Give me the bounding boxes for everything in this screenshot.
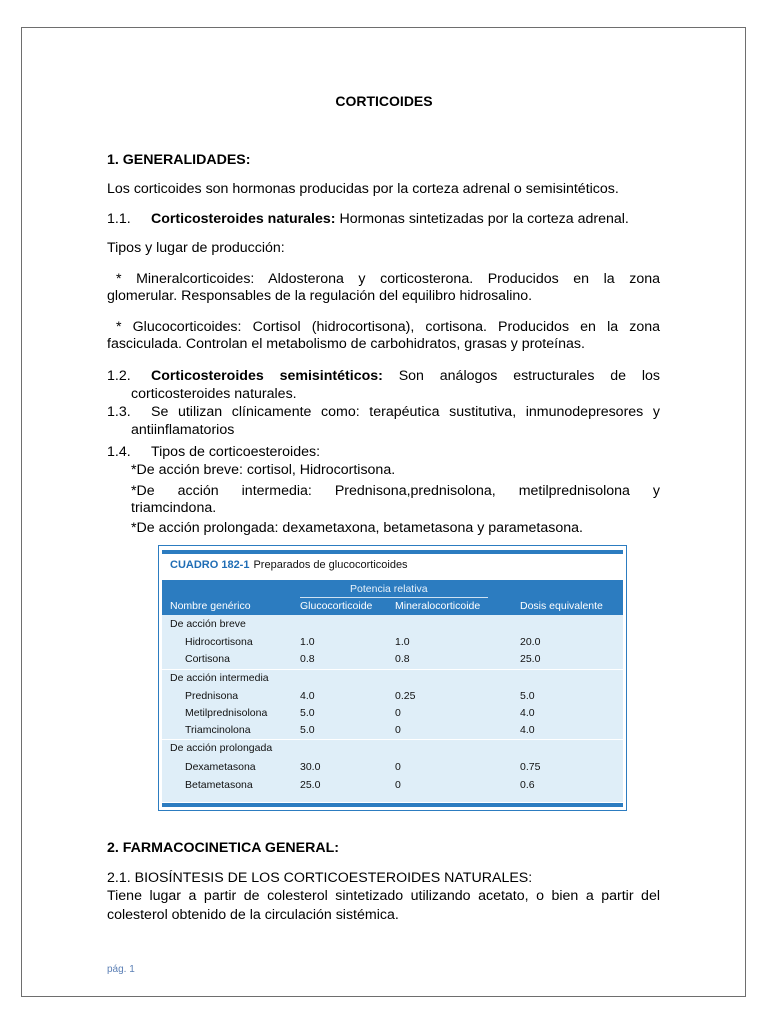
mineral-value: 0 (395, 724, 401, 736)
dosis-value: 20.0 (520, 636, 541, 648)
item-1-3-number: 1.3. (107, 404, 131, 420)
table-body (162, 615, 623, 802)
item-1-3-line-1: Se utilizan clínicamente como: terapéutica sustitutiva, inmunodepresores y (151, 404, 660, 420)
mineral-line-2: glomerular. Responsables de la regulación del equilibro hidrosalino. (107, 288, 533, 304)
mineral-value: 0 (395, 761, 401, 773)
gluco-value: 1.0 (300, 636, 315, 648)
drug-name: Triamcinolona (185, 724, 251, 736)
drug-name: Prednisona (185, 690, 239, 702)
gluco-value: 25.0 (300, 779, 321, 791)
dosis-value: 25.0 (520, 653, 541, 665)
item-1-1-text: Hormonas sintetizadas por la corteza adrenal. (335, 211, 629, 227)
dosis-value: 4.0 (520, 707, 535, 719)
mineral-line-1: * Mineralcorticoides: Aldosterona y corticosterona. Producidos en la zona (116, 271, 660, 287)
group-separator (162, 669, 623, 670)
item-1-2-number: 1.2. (107, 368, 131, 384)
gluco-value: 4.0 (300, 690, 315, 702)
mineral-value: 1.0 (395, 636, 410, 648)
dosis-value: 0.6 (520, 779, 535, 791)
col-header-mineral: Mineralocorticoide (395, 600, 481, 612)
col-header-dosis: Dosis equivalente (520, 600, 603, 612)
item-1-4-intermedia-line-2: triamcindona. (131, 500, 217, 516)
gluco-value: 5.0 (300, 724, 315, 736)
item-1-2-bold: Corticosteroides semisintéticos: (151, 368, 383, 384)
item-1-4-intermedia-line-1: *De acción intermedia: Prednisona,prednisolona, metilprednisolona y (131, 483, 660, 499)
section-1-heading: 1. GENERALIDADES: (107, 152, 251, 168)
drug-name: Hidrocortisona (185, 636, 253, 648)
dosis-value: 4.0 (520, 724, 535, 736)
mineral-value: 0.25 (395, 690, 416, 702)
table-bottom-bar (162, 803, 623, 807)
item-1-3-line-2: antiinflamatorios (131, 422, 235, 438)
section-2-1-line-2: colesterol obtenido de la circulación sistémica. (107, 907, 399, 923)
item-1-1-number: 1.1. (107, 211, 131, 227)
table-caption (170, 559, 408, 571)
item-1-4-number: 1.4. (107, 444, 131, 460)
potencia-underline (300, 597, 488, 598)
page-number: pág. 1 (107, 964, 135, 975)
gluco-value: 5.0 (300, 707, 315, 719)
gluco-value: 30.0 (300, 761, 321, 773)
drug-name: Metilprednisolona (185, 707, 268, 719)
item-1-4-line-1: Tipos de corticoesteroides: (151, 444, 321, 460)
gluco-value: 0.8 (300, 653, 315, 665)
table-header (162, 580, 623, 615)
section-2-1-line-1: Tiene lugar a partir de colesterol sintetizado utilizando acetato, o bien a partir del (107, 888, 660, 904)
drug-name: Cortisona (185, 653, 230, 665)
mineral-value: 0 (395, 707, 401, 719)
table-code: CUADRO 182-1 (170, 559, 250, 571)
item-1-2-line-1 (151, 368, 660, 385)
col-header-gluco: Glucocorticoide (300, 600, 373, 612)
group-label: De acción intermedia (170, 672, 269, 684)
tipos-line: Tipos y lugar de producción: (107, 240, 285, 256)
gluco-line-1: * Glucocorticoides: Cortisol (hidrocortisona), cortisona. Producidos en la zona (116, 319, 660, 335)
section-2-heading: 2. FARMACOCINETICA GENERAL: (107, 840, 339, 856)
table-title: Preparados de glucocorticoides (253, 559, 408, 571)
item-1-2-line-2: corticosteroides naturales. (131, 386, 297, 402)
intro-paragraph: Los corticoides son hormonas producidas por la corteza adrenal o semisintéticos. (107, 181, 619, 197)
glucocorticoid-table (158, 545, 627, 811)
item-1-2-text: Son análogos estructurales de los (382, 368, 660, 384)
dosis-value: 5.0 (520, 690, 535, 702)
potencia-relativa-header: Potencia relativa (350, 583, 428, 595)
mineral-value: 0 (395, 779, 401, 791)
document-title: CORTICOIDES (335, 93, 433, 109)
group-label: De acción prolongada (170, 742, 273, 754)
table-top-bar (162, 550, 623, 554)
group-separator (162, 739, 623, 740)
drug-name: Dexametasona (185, 761, 256, 773)
section-2-1-heading: 2.1. BIOSÍNTESIS DE LOS CORTICOESTEROIDES NATURALES: (107, 870, 533, 886)
gluco-line-2: fasciculada. Controlan el metabolismo de carbohidratos, grasas y proteínas. (107, 336, 585, 352)
item-1-4-prolongada: *De acción prolongada: dexametaxona, betametasona y parametasona. (131, 520, 583, 536)
item-1-4-breve: *De acción breve: cortisol, Hidrocortisona. (131, 462, 396, 478)
dosis-value: 0.75 (520, 761, 541, 773)
item-1-1 (151, 211, 629, 228)
drug-name: Betametasona (185, 779, 253, 791)
item-1-1-bold: Corticosteroides naturales: (151, 211, 336, 227)
group-label: De acción breve (170, 618, 246, 630)
mineral-value: 0.8 (395, 653, 410, 665)
col-header-nombre: Nombre genérico (170, 600, 251, 612)
